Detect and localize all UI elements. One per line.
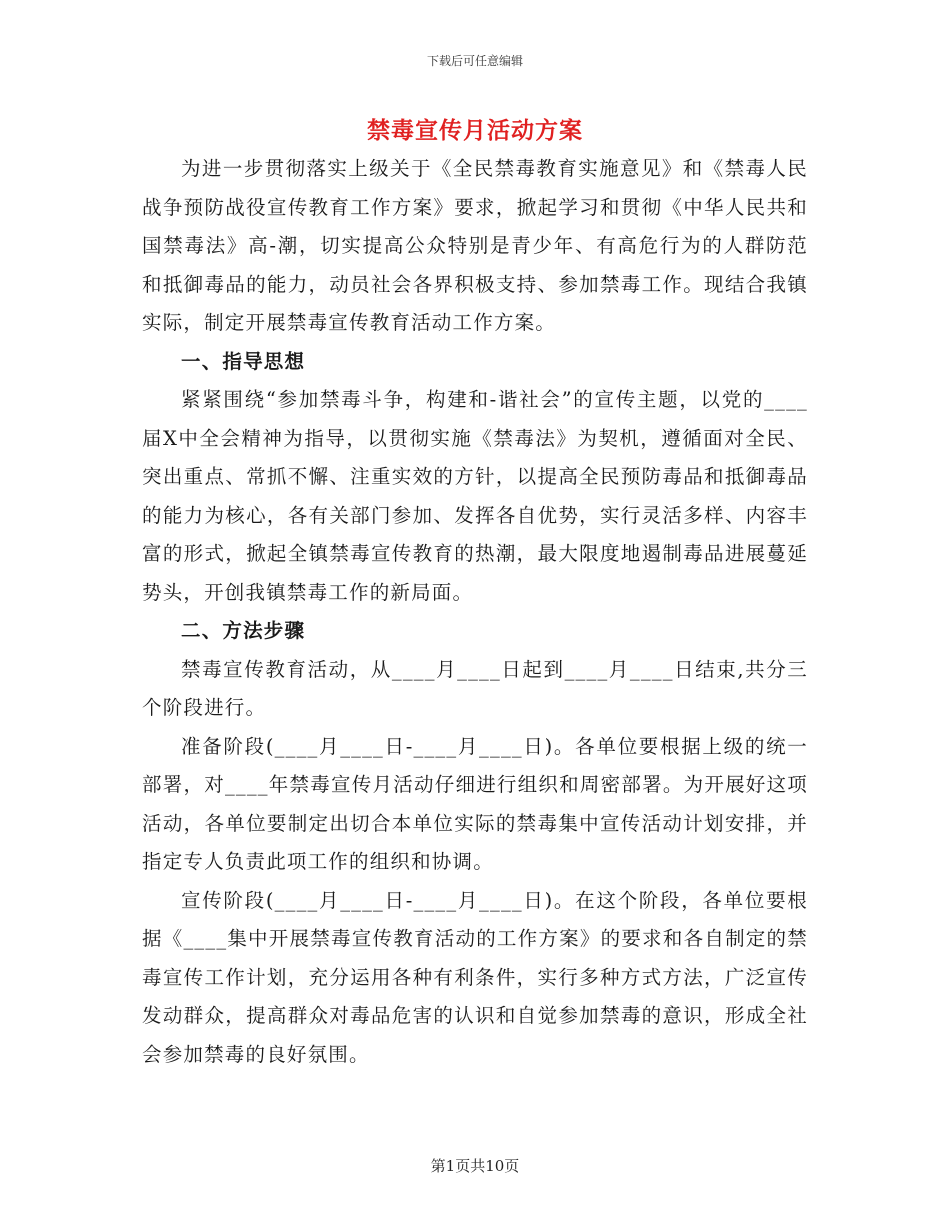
section-heading-guiding-ideology: 一、指导思想 [181, 349, 306, 373]
method-steps-paragraph-preparation: 准备阶段(____月____日-____月____日)。各单位要根据上级的统一部署，对____年禁毒宣传月活动仔细进行组织和周密部署。为开展好这项活动，各单位要制定出切合本单位实际的禁毒集中宣传活动计划安排，并指定专人负责此项工作的组织和协调。 [142, 734, 808, 873]
intro-paragraph: 为进一步贯彻落实上级关于《全民禁毒教育实施意见》和《禁毒人民战争预防战役宣传教育工作方案》要求，掀起学习和贯彻《中华人民共和国禁毒法》高-潮，切实提高公众特别是青少年、有高危行为的人群防范和抵御毒品的能力，动员社会各界积极支持、参加禁毒工作。现结合我镇实际，制定开展禁毒宣传教育活动工作方案。 [142, 157, 808, 334]
section-heading-method-steps: 二、方法步骤 [181, 619, 306, 642]
page-footer-number: 第1页共10页 [430, 1157, 520, 1175]
method-steps-paragraph-publicity: 宣传阶段(____月____日-____月____日)。在这个阶段，各单位要根据《____集中开展禁毒宣传教育活动的工作方案》的要求和各自制定的禁毒宣传工作计划，充分运用各种有利条件，实行多种方式方法，广泛宣传发动群众，提高群众对毒品危害的认识和自觉参加禁毒的意识，形成全社会参加禁毒的良好氛围。 [142, 888, 808, 1066]
method-steps-paragraph-schedule: 禁毒宣传教育活动，从____月____日起到____月____日结束,共分三个阶段进行。 [142, 657, 808, 719]
document-title: 禁毒宣传月活动方案 [367, 118, 583, 144]
document-body [142, 150, 808, 1074]
guiding-ideology-paragraph: 紧紧围绕“参加禁毒斗争，构建和-谐社会”的宣传主题，以党的____届X中全会精神为指导，以贯彻实施《禁毒法》为契机，遵循面对全民、突出重点、常抓不懈、注重实效的方针，以提高全民预防毒品和抵御毒品的能力为核心，各有关部门参加、发挥各自优势，实行灵活多样、内容丰富的形式，掀起全镇禁毒宣传教育的热潮，最大限度地遏制毒品进展蔓延势头，开创我镇禁毒工作的新局面。 [142, 388, 808, 604]
page-header-note: 下载后可任意编辑 [426, 54, 523, 68]
